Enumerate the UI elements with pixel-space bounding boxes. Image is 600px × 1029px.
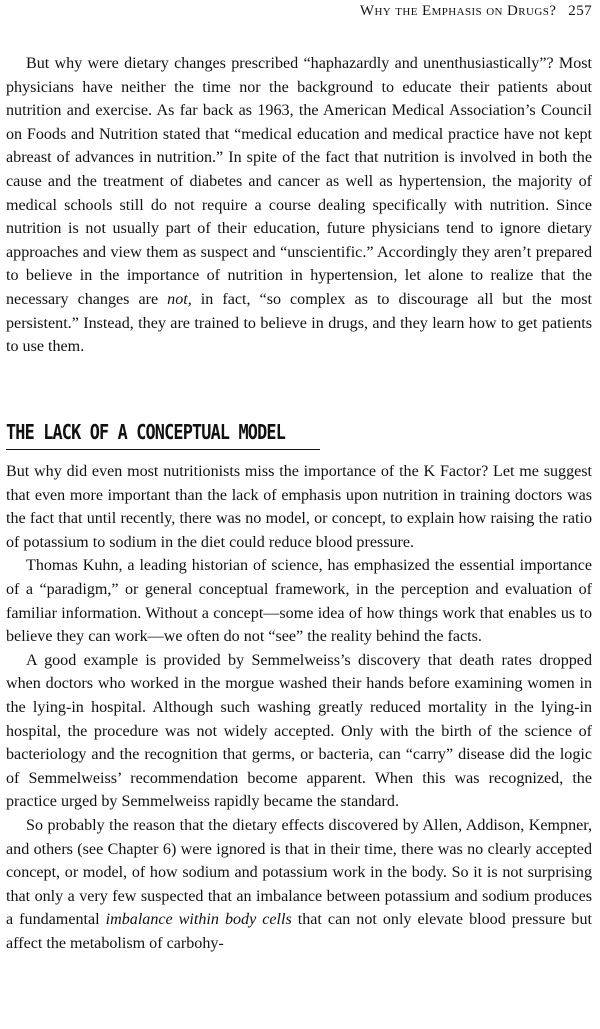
paragraph-k-factor: But why did even most nutritionists miss the importance of the K Factor? Let me suggest that even more important than the lack of emphasis upon nutrition in training doctors was the fact that until recently, there was no model, or concept, to explain how raising the ratio of potassium to sodium in the diet could reduce blood pressure. [6,463,592,551]
paragraph-conclusion [6,814,592,956]
page-number: 257 [568,3,592,19]
book-page [6,0,592,1029]
body-text-top [6,52,592,359]
section-heading: THE LACK OF A CONCEPTUAL MODEL [6,420,286,444]
body-text-section [6,460,592,955]
running-head-title: Why the Emphasis on Drugs? [359,3,557,19]
paragraph-text: But why were dietary changes prescribed “haphazardly and unenthusiastically”? Most physicians have neither the time nor the background to educate their patients about nutrition and exercise. As far back as 1963, the American Medical Association’s Council on Foods and Nutrition stated that “medical education and medical practice have not kept abreast of advances in nutrition.” In spite of the fact that nutrition is involved in both the cause and the treatment of diabetes and cancer as well as hypertension, the majority of medical schools still do not require a course dealing specifically with nutrition. Since nutrition is not usually part of their education, future physicians tend to ignore dietary approaches and view them as suspect and “unscientific.” Accordingly they aren’t prepared to believe in the importance of nutrition in hypertension, let alone to realize that the necessary changes are [6,55,592,308]
paragraph-dietary-changes [6,52,592,359]
paragraph-conclusion-text: So probably the reason that the dietary effects discovered by Allen, Addison, Kempner, and others (see Chapter 6) were ignored is that in their time, there was no clearly accepted concept, or model, of how sodium and potassium work in the body. So it is not surprising that only a very few suspected that an imbalance between potassium and sodium produces a fundamental [6,816,592,929]
emphasis-imbalance: imbalance within body cells [105,911,292,929]
paragraph-kuhn: Thomas Kuhn, a leading historian of science, has emphasized the essential importance of a “paradigm,” or general conceptual framework, in the perception and evaluation of familiar information. Without a concept—some idea of how things work that enables us to believe they can work—we often do not “see” the reality behind the facts. [6,557,592,646]
paragraph-semmelweiss: A good example is provided by Semmelweiss’s discovery that death rates dropped when doctors who worked in the morgue washed their hands before examining women in the lying-in hospital. Although such washing greatly reduced mortality in the lying-in hospital, the procedure was not widely accepted. Only with the birth of the science of bacteriology and the recognition that germs, or bacteria, can “carry” disease did the logic of Semmelweiss’ recommendation become apparent. When this was recognized, the practice urged by Semmelweiss rapidly became the standard. [6,651,592,811]
paragraph-text-end: in fact, “so complex as to discourage all but the most persistent.” Instead, they are trained to believe in drugs, and they learn how to get patients to use them. [6,290,592,356]
section-heading-underline [6,449,320,450]
running-head [360,3,592,20]
emphasis-not: not, [167,290,192,308]
paragraph-conclusion-end: that can not only elevate blood pressure but affect the metabolism of carbohy- [6,911,592,952]
